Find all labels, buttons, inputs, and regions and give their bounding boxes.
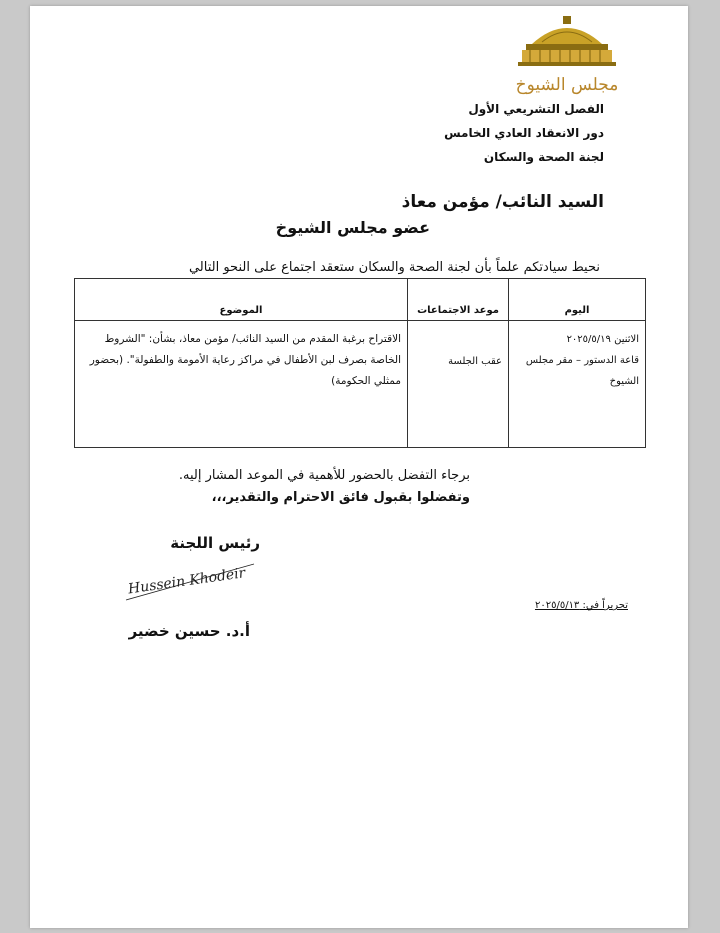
table-header-row — [75, 279, 646, 321]
addressee-name: السيد النائب/ مؤمن معاذ — [401, 192, 604, 212]
handwritten-signature — [122, 554, 262, 616]
committee-name: لجنة الصحة والسكان — [483, 150, 604, 164]
signature-role: رئيس اللجنة — [170, 534, 260, 552]
intro-text: نحيط سيادتكم علماً بأن لجنة الصحة والسكان ستعقد اجتماع على النحو التالي — [188, 260, 600, 275]
cell-time: عقب الجلسة — [408, 321, 509, 448]
header-subject: الموضوع — [75, 279, 408, 321]
signature-scrawl: Hussein Khodeir — [127, 565, 247, 598]
document-page — [30, 6, 688, 928]
chairman-name: أ.د. حسين خضير — [128, 622, 250, 640]
meeting-table — [74, 278, 646, 448]
logo-text: مجلس الشيوخ — [515, 75, 619, 95]
closing-regards: وتفضلوا بقبول فائق الاحترام والتقدير،،، — [211, 490, 470, 505]
issue-date: تحريراً في: ٢٠٢٥/٥/١٣ — [534, 600, 628, 611]
meeting-date: الاثنين ٢٠٢٥/٥/١٩ — [566, 334, 639, 345]
table-row — [75, 321, 646, 448]
closing-request: برجاء التفضل بالحضور للأهمية في الموعد المشار إليه. — [178, 468, 470, 483]
header-time: موعد الاجتماعات — [408, 279, 509, 321]
cell-subject: الاقتراح برغبة المقدم من السيد النائب/ مؤمن معاذ، بشأن: "الشروط الخاصة بصرف لبن الأطفال في مراكز رعاية الأمومة والطفولة". (بحضور ممثلي الحكومة) — [75, 321, 408, 448]
meeting-venue: قاعة الدستور – مقر مجلس الشيوخ — [525, 355, 639, 387]
addressee-title: عضو مجلس الشيوخ — [275, 218, 430, 237]
header-day: اليوم — [509, 279, 646, 321]
session-round: دور الانعقاد العادي الخامس — [444, 126, 604, 140]
senate-logo — [512, 14, 622, 100]
cell-day — [509, 321, 646, 448]
legislative-term: الفصل التشريعي الأول — [468, 102, 604, 116]
